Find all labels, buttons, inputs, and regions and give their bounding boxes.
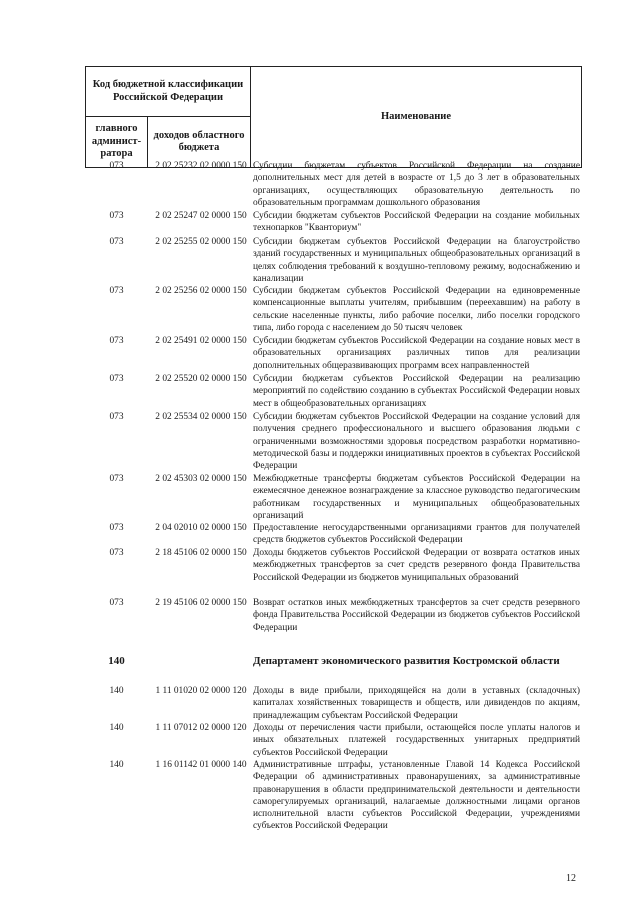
income-code: 1 11 07012 02 0000 120: [155, 723, 247, 733]
header-code-group: Код бюджетной классификации Российской Федерации: [86, 67, 251, 117]
income-name: Субсидии бюджетам субъектов Российской Федерации на благоустройство зданий государственных и муниципальных общеобразовательных организаций в целях соблюдения требований к воздушно-тепловому режиму, водоснабжению и канализации: [253, 237, 580, 284]
income-name: Субсидии бюджетам субъектов Российской Федерации на единовременные компенсационные выплаты учителям, прибывшим (переехавшим) на работу в сельские населенные пункты, либо рабочие поселки, либо поселки городского типа, либо города с населением до 50 тысяч человек: [253, 286, 580, 333]
income-code: 2 02 45303 02 0000 150: [155, 474, 247, 484]
income-name: Возврат остатков иных межбюджетных трансфертов за счет средств резервного фонда Правительства Российской Федерации из бюджетов субъектов Российской Федерации: [253, 598, 580, 633]
income-code: 2 02 25491 02 0000 150: [155, 336, 247, 346]
page-number: 12: [566, 873, 576, 884]
income-code: 2 04 02010 02 0000 150: [155, 523, 247, 533]
income-code: 2 18 45106 02 0000 150: [155, 548, 247, 558]
admin-code: 073: [109, 286, 124, 296]
admin-code: 073: [109, 237, 124, 247]
admin-code: 073: [109, 161, 124, 171]
admin-code: 073: [109, 412, 124, 422]
department-name: Департамент экономического развития Костромской области: [253, 655, 560, 667]
admin-code: 073: [109, 211, 124, 221]
admin-code: 140: [109, 686, 124, 696]
income-name: Доходы бюджетов субъектов Российской Федерации от возврата остатков иных межбюджетных трансфертов за счет средств резервного фонда Правительства Российской Федерации из бюджетов муниципальных образований: [253, 548, 580, 583]
department-admin-code: 140: [108, 655, 125, 667]
income-code: 1 11 01020 02 0000 120: [155, 686, 247, 696]
income-code: 2 02 25534 02 0000 150: [155, 412, 247, 422]
income-name: Субсидии бюджетам субъектов Российской Федерации на создание новых мест в образовательных организациях различных типов для реализации дополнительных общеразвивающих программ всех направленностей: [253, 336, 580, 371]
income-name: Субсидии бюджетам субъектов Российской Федерации на реализацию мероприятий по содействию созданию в субъектах Российской Федерации новых мест в общеобразовательных организациях: [253, 374, 580, 409]
income-name: Доходы в виде прибыли, приходящейся на доли в уставных (складочных) капиталах хозяйственных товариществ и обществ, или дивидендов по акциям, принадлежащим субъектам Российской Федерации: [253, 686, 580, 721]
admin-code: 140: [109, 723, 124, 733]
income-code: 1 16 01142 01 0000 140: [155, 760, 247, 770]
table-body: [88, 160, 580, 846]
admin-code: 073: [109, 474, 124, 484]
admin-code: 073: [109, 598, 124, 608]
table-header: [85, 66, 582, 168]
income-code: 2 02 25256 02 0000 150: [155, 286, 247, 296]
income-name: Административные штрафы, установленные Главой 14 Кодекса Российской Федерации об административных правонарушениях, за административные правонарушения в области предпринимательской деятельности и деятельности саморегулируемых организаций, налагаемые должностными лицами органов исполнительной власти субъектов Российской Федерации, учреждениями субъектов Российской Федерации: [253, 760, 580, 832]
income-name: Субсидии бюджетам субъектов Российской Федерации на создание мобильных технопарков "Кванториум": [253, 211, 580, 234]
admin-code: 073: [109, 548, 124, 558]
admin-code: 140: [109, 760, 124, 770]
income-name: Субсидии бюджетам субъектов Российской Федерации на создание дополнительных мест для детей в возрасте от 1,5 до 3 лет в образовательных организациях, осуществляющих образовательную деятельность по образовательным программам дошкольного образования: [253, 161, 580, 208]
header-admin-column: главного админист-ратора: [86, 117, 148, 168]
income-code: 2 02 25247 02 0000 150: [155, 211, 247, 221]
header-name-column: Наименование: [251, 67, 582, 168]
admin-code: 073: [109, 523, 124, 533]
header-income-column: доходов областного бюджета: [148, 117, 251, 168]
income-name: Предоставление негосударственными организациями грантов для получателей средств бюджетов субъектов Российской Федерации: [253, 523, 580, 546]
income-name: Межбюджетные трансферты бюджетам субъектов Российской Федерации на ежемесячное денежное вознаграждение за классное руководство педагогическим работникам государственных и муниципальных общеобразовательных организаций: [253, 474, 580, 521]
admin-code: 073: [109, 374, 124, 384]
income-code: 2 02 25520 02 0000 150: [155, 374, 247, 384]
income-code: 2 02 25255 02 0000 150: [155, 237, 247, 247]
income-name: Субсидии бюджетам субъектов Российской Федерации на создание условий для получения среднего профессионального и высшего образования людьми с ограниченными возможностями здоровья посредством разработки нормативно-методической базы и поддержки инициативных проектов в субъектах Российской Федерации: [253, 412, 580, 472]
income-code: 2 02 25232 02 0000 150: [155, 161, 247, 171]
income-code: 2 19 45106 02 0000 150: [155, 598, 247, 608]
admin-code: 073: [109, 336, 124, 346]
income-name: Доходы от перечисления части прибыли, остающейся после уплаты налогов и иных обязательных платежей государственных унитарных предприятий субъектов Российской Федерации: [253, 723, 580, 758]
